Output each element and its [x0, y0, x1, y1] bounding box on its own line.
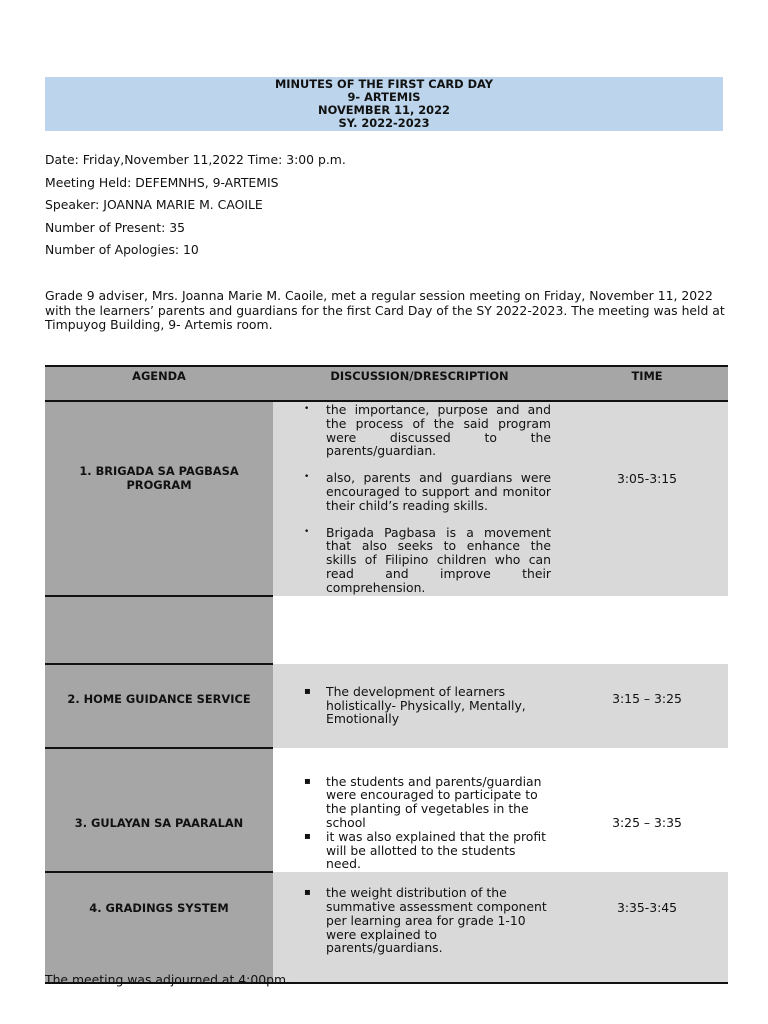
time-label: 3:35-3:45: [616, 900, 678, 916]
time-cell: [566, 748, 728, 873]
title-line-2: 9- ARTEMIS: [347, 89, 421, 104]
speaker: Speaker: JOANNA MARIE M. CAOILE: [45, 197, 263, 213]
time-label: 3:25 – 3:35: [612, 815, 682, 831]
meeting-info: [45, 152, 346, 265]
discussion-list: [274, 886, 565, 955]
list-item: ▪ it was also explained that the profit will be allotted to the students need.: [326, 830, 565, 871]
agenda-label: 4. GRADINGS SYSTEM: [89, 901, 229, 916]
document-title: [45, 77, 723, 131]
agenda-label: 1. BRIGADA SA PAGBASA PROGRAM: [79, 464, 239, 493]
discussion-cell: [273, 748, 566, 873]
title-line-4: SY. 2022-2023: [338, 116, 430, 131]
discussion-cell: [273, 872, 566, 983]
number-present: Number of Present: 35: [45, 219, 185, 235]
agenda-table: [45, 365, 728, 984]
agenda-item: [45, 401, 273, 596]
intro-paragraph: Grade 9 adviser, Mrs. Joanna Marie M. Caoile, met a regular session meeting on Friday, November 11, 2022 with the learners’ parents and guardians for the first Card Day of the SY 2022-2023. The meeting was held at Timpuyog Building, 9- Artemis room.: [45, 288, 725, 333]
discussion-cell: [273, 664, 566, 748]
title-line-1: MINUTES OF THE FIRST CARD DAY: [274, 76, 494, 91]
table-row: [45, 748, 728, 873]
time-cell: [566, 664, 728, 748]
table-row: [45, 596, 728, 664]
meeting-held: Meeting Held: DEFEMNHS, 9-ARTEMIS: [45, 174, 279, 190]
list-item: • the importance, purpose and and the process of the said program were discussed to the parents/guardian.: [326, 403, 565, 458]
list-item: • also, parents and guardians were encouraged to support and monitor their child’s reading skills.: [326, 471, 565, 512]
header-time: TIME: [566, 366, 728, 401]
header-agenda: AGENDA: [45, 366, 273, 401]
list-item: • Brigada Pagbasa is a movement that also seeks to enhance the skills of Filipino children who can read and improve their comprehension.: [326, 526, 565, 595]
table-row: [45, 401, 728, 596]
time-cell: [566, 872, 728, 983]
time-cell: [566, 596, 728, 664]
discussion-list: [274, 403, 565, 595]
number-apologies: Number of Apologies: 10: [45, 242, 199, 258]
date-time: Date: Friday,November 11,2022 Time: 3:00 p.m.: [45, 152, 346, 167]
agenda-label: 2. HOME GUIDANCE SERVICE: [67, 691, 251, 706]
agenda-item: [45, 748, 273, 873]
time-label: 3:15 – 3:25: [612, 691, 682, 707]
agenda-item: [45, 596, 273, 664]
header-discussion: DISCUSSION/DRESCRIPTION: [273, 366, 566, 401]
agenda-item: [45, 664, 273, 748]
list-item: ▪ The development of learners holistically- Physically, Mentally, Emotionally: [326, 685, 565, 726]
adjourn-note: The meeting was adjourned at 4:00pm.: [45, 972, 290, 987]
discussion-list: [274, 685, 565, 726]
discussion-list: [274, 775, 565, 872]
title-line-3: NOVEMBER 11, 2022: [318, 103, 450, 117]
agenda-item: [45, 872, 273, 983]
time-label: 3:05-3:15: [616, 471, 678, 487]
discussion-cell: [273, 596, 566, 664]
discussion-cell: [273, 401, 566, 596]
agenda-label: 3. GULAYAN SA PAARALAN: [74, 815, 244, 830]
list-item: ▪ the weight distribution of the summative assessment component per learning area for grade 1-10 were explained to parents/guardians.: [326, 886, 565, 955]
table-header-row: [45, 366, 728, 401]
time-cell: [566, 401, 728, 596]
table-row: [45, 872, 728, 983]
list-item: ▪ the students and parents/guardian were encouraged to participate to the planting of vegetables in the school: [326, 775, 565, 830]
table-row: [45, 664, 728, 748]
